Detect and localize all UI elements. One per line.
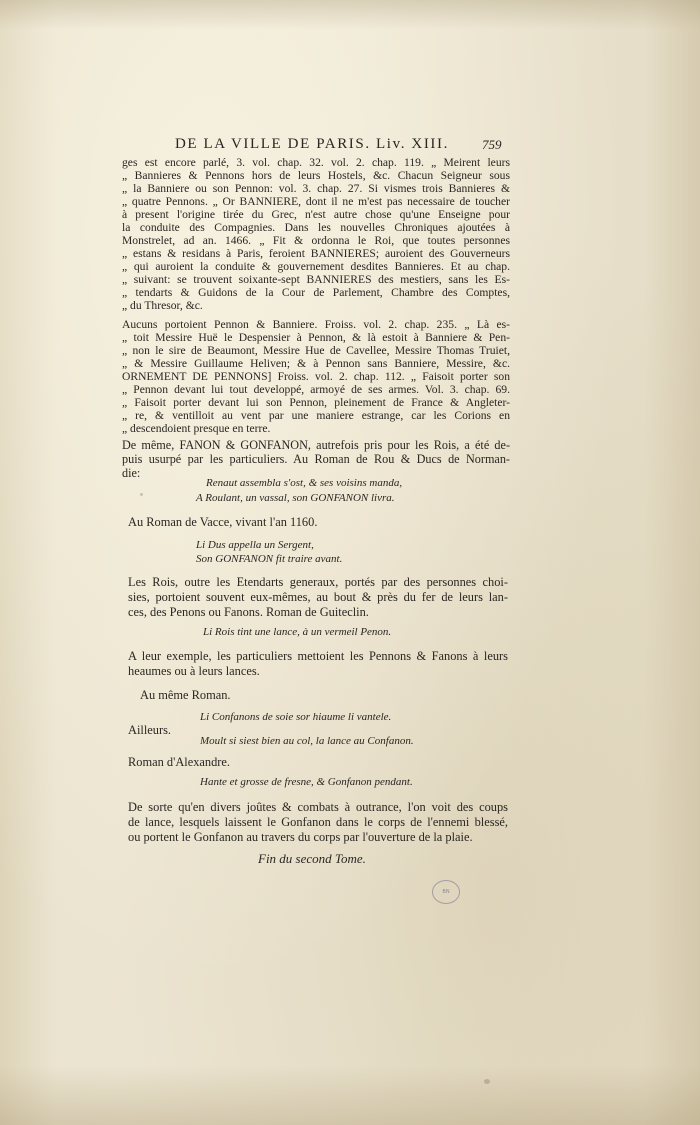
paragraph-line: A leur exemple, les particuliers mettoient les Pennons & Fanons à leurs [128,649,508,663]
verse-line: Li Confanons de soie sor hiaume li vantele. [200,711,392,723]
section-intro: Au même Roman. [140,688,231,702]
text-line: „ du Thresor, &c. [122,300,203,312]
text-line: „ & Messire Guillaume Heliven; & à Pennon sans Banniere, Messire, &c. [122,358,510,370]
verse-line: Renaut assembla s'ost, & ses voisins manda, [206,477,403,489]
verse-line: Son GONFANON fit traire avant. [196,553,343,565]
text-line: „ la Banniere ou son Pennon: vol. 3. chap. 27. Si vismes trois Bannieres & [122,183,510,195]
text-line: „ Faisoit porter devant lui son Pennon, pleinement de France & Angleter- [122,397,510,409]
running-title: DE LA VILLE DE PARIS. Liv. XIII. [175,136,449,152]
text-line: die: [122,467,141,480]
text-line: „ suivant: se trouvent soixante-sept BANNIERES des mestiers, sans les Es- [122,274,510,286]
text-line: „ non le sire de Beaumont, Messire Hue de Cavellee, Messire Thomas Truiet, [122,345,510,357]
section-intro: Ailleurs. [128,723,172,737]
text-line: puis usurpé par les particuliers. Au Roman de Rou & Ducs de Norman- [122,453,510,466]
verse-line: Moult si siest bien au col, la lance au Confanon. [200,735,414,747]
paragraph-line: De sorte qu'en divers joûtes & combats à outrance, l'on voit des coups [128,800,508,814]
ink-spot [140,493,143,496]
text-line: „ qui auroient la conduite & gouvernement desdites Bannieres. Et au chap. [122,261,510,273]
ink-spot [484,1079,490,1084]
paper-edge-bottom [0,1065,700,1125]
text-line: Aucuns portoient Pennon & Banniere. Froiss. vol. 2. chap. 235. „ Là es- [122,319,510,331]
verse-line: Hante et grosse de fresne, & Gonfanon pendant. [200,776,413,788]
verse-line: A Roulant, un vassal, son GONFANON livra. [196,492,395,504]
text-line: „ descendoient presque en terre. [122,423,271,435]
paragraph-line: ou portent le Gonfanon au travers du corps par l'ouverture de la plaie. [128,830,473,844]
paragraph-line: ces, des Penons ou Fanons. Roman de Guiteclin. [128,605,369,619]
verse-line: Li Rois tint une lance, à un vermeil Penon. [203,626,392,638]
text-line: ORNEMENT DE PENNONS] Froiss. vol. 2. chap. 112. „ Faisoit porter son [122,371,510,383]
paper-edge-top [0,0,700,30]
text-line: „ Pennon devant lui tout developpé, armoyé de ses armes. Vol. 3. chap. 69. [122,384,510,396]
text-line: ges est encore parlé, 3. vol. chap. 32. vol. 2. chap. 119. „ Meirent leurs [122,157,510,169]
text-line: „ quatre Pennons. „ Or BANNIERE, dont il ne m'est pas necessaire de toucher [122,196,510,208]
page-number: 759 [482,137,502,152]
text-line: Monstrelet, ad an. 1466. „ Fit & ordonna le Roi, que toutes personnes [122,235,510,247]
text-line: à present l'origine tirée du Grec, n'est autre chose qu'une Enseigne pour [122,209,510,221]
text-line: De même, FANON & GONFANON, autrefois pris pour les Rois, a été de- [122,439,510,452]
text-line: la conduite des Compagnies. Dans les nouvelles Chroniques ajoutées à [122,222,510,234]
verse-line: Li Dus appella un Sergent, [196,539,314,551]
library-stamp: BN [432,880,460,904]
paragraph-line: sies, portoient souvent eux-mêmes, au bout & près du fer de leurs lan- [128,590,508,604]
text-line: „ Bannieres & Pennons hors de leurs Hostels, &c. Chacun Seigneur sous [122,170,510,182]
text-line: „ toit Messire Huë le Despensier à Pennon, & là estoit à Banniere & Pen- [122,332,510,344]
text-line: „ estans & residans à Paris, feroient BANNIERES; auroient des Gouverneurs [122,248,510,260]
section-intro: Au Roman de Vacce, vivant l'an 1160. [128,515,318,529]
closing-line: Fin du second Tome. [258,851,366,866]
text-line: „ tendarts & Guidons de la Cour de Parlement, Chambre des Comptes, [122,287,510,299]
paragraph-line: Les Rois, outre les Etendarts generaux, portés par des personnes choi- [128,575,508,589]
section-intro: Roman d'Alexandre. [128,755,231,769]
paragraph-line: de lance, lesquels laissent le Gonfanon dans le corps de l'ennemi blessé, [128,815,508,829]
paragraph-line: heaumes ou à leurs lances. [128,664,260,678]
text-line: „ re, & ventilloit au vent par une maniere estrange, car les Corions en [122,410,510,422]
